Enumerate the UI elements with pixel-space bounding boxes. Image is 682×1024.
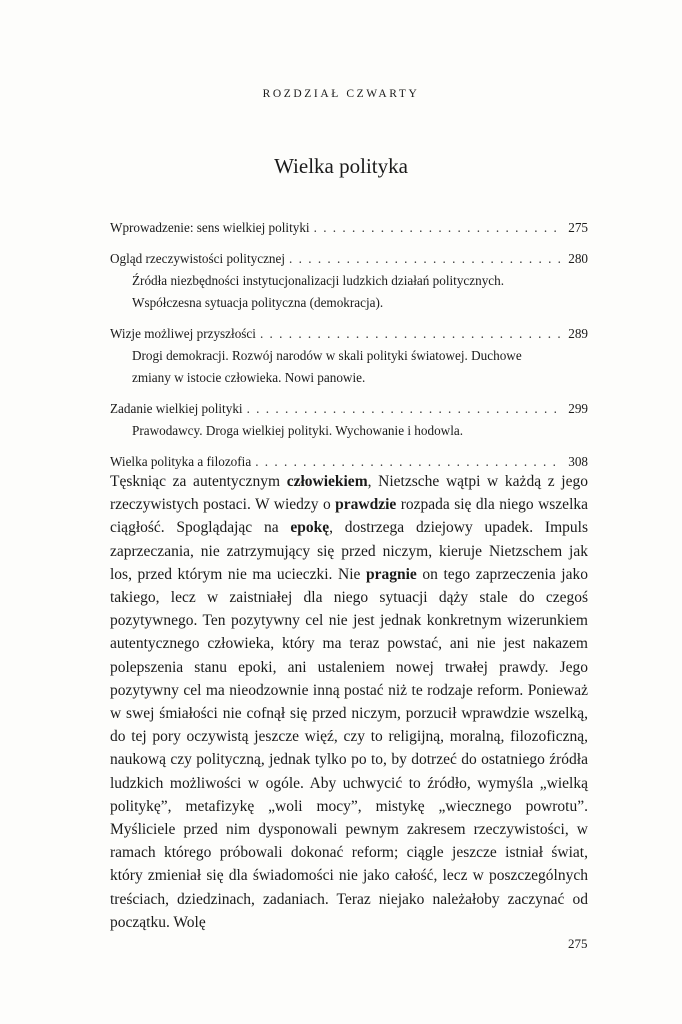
toc-entry[interactable] — [110, 216, 588, 239]
toc-entry[interactable] — [110, 247, 588, 314]
toc-entry-title: Wielka polityka a filozofia — [110, 454, 252, 469]
toc-leader-dots — [247, 397, 563, 420]
toc-entry-title: Wprowadzenie: sens wielkiej polityki — [110, 220, 310, 235]
toc-entry-subtitle: zmiany w istocie człowieka. Nowi panowie. — [132, 370, 366, 385]
toc-entry-subtitle: Prawodawcy. Droga wielkiej polityki. Wychowanie i hodowla. — [132, 423, 464, 438]
toc-entry-title: Ogląd rzeczywistości politycznej — [110, 251, 286, 266]
chapter-title: Wielka polityka — [274, 154, 408, 178]
table-of-contents — [110, 216, 588, 481]
toc-leader-dots — [289, 247, 562, 270]
page-number: 275 — [568, 936, 588, 951]
toc-entry-page: 289 — [568, 326, 588, 341]
body-text-run: , Nietzsche wątpi w każdą z jego rzeczywistych postaci. W wiedzy o — [110, 473, 588, 514]
toc-entry-title: Zadanie wielkiej polityki — [110, 401, 243, 416]
chapter-label: ROZDZIAŁ CZWARTY — [262, 88, 420, 100]
toc-entry-subtitle: Drogi demokracji. Rozwój narodów w skali polityki światowej. Duchowe — [132, 348, 522, 363]
emphasis-term: człowiekiem — [286, 473, 368, 490]
toc-entry-page: 280 — [568, 251, 588, 266]
emphasis-term: epokę — [290, 519, 330, 537]
toc-entry-title: Wizje możliwej przyszłości — [110, 326, 256, 341]
toc-entry-subtitle: Współczesna sytuacja polityczna (demokracja). — [132, 295, 384, 310]
toc-entry-subtitle: Źródła niezbędności instytucjonalizacji ludzkich działań politycznych. — [132, 273, 505, 288]
toc-entry-page: 275 — [568, 220, 588, 235]
emphasis-term: pragnie — [365, 565, 417, 583]
toc-entry-page: 308 — [568, 454, 588, 469]
body-text-run: rozpada się dla niego wszelka ciągłość. Spoglądając na — [110, 496, 588, 537]
toc-entry[interactable] — [110, 397, 588, 442]
emphasis-term: prawdzie — [335, 496, 397, 514]
body-text-run: on tego zaprzeczenia jako takiego, lecz w zaistniałej dla niego sytuacji dąży stale do czegoś pozytywnego. Ten pozytywny cel nie jest jednak konkretnym wizerunkiem autentycznego człowieka, który ma teraz powstać, ani nie jest nakazem polepszenia stanu epoki, ani ustaleniem nowej trwałej prawdy. Jego pozytywny cel ma nieodzownie inną postać niż te rodzaje reform. Ponieważ w swej śmiałości nie cofnął się przed niczym, porzucił wprawdzie wszelką, do tej pory oczywistą jeszcze więź, czy to religijną, moralną, filozoficzną, naukową czy polityczną, jednak tylko po to, by dotrzeć do ostatniego źródła ludzkich możliwości w ogóle. Aby uchwycić to źródło, wymyśla „wielką politykę”, metafizykę „woli mocy”, mistykę „wiecznego powrotu”. Myśliciele przed nim dysponowali pewnym zakresem rzeczywistości, w ramach którego próbowali dokonać reform; ciągle jeszcze istniał świat, który zmieniał się dla świadomości nie jako całość, lecz w poszczególnych treściach, dziedzinach, zadaniach. Teraz niejako należałoby zaczynać od początku. Wolę — [110, 565, 588, 931]
toc-leader-dots — [260, 322, 562, 345]
body-text-run: , dostrzega dziejowy upadek. Impuls zaprzeczania, nie zatrzymujący się przed niczym, kieruje Nietzschem jak los, przed którym nie ma ucieczki. Nie — [110, 519, 588, 583]
toc-entry-page: 299 — [568, 401, 588, 416]
toc-entry[interactable] — [110, 322, 588, 389]
body-text-run: Tęskniąc za autentycznym — [110, 473, 287, 490]
toc-leader-dots — [314, 216, 563, 239]
body-paragraph — [110, 470, 588, 934]
